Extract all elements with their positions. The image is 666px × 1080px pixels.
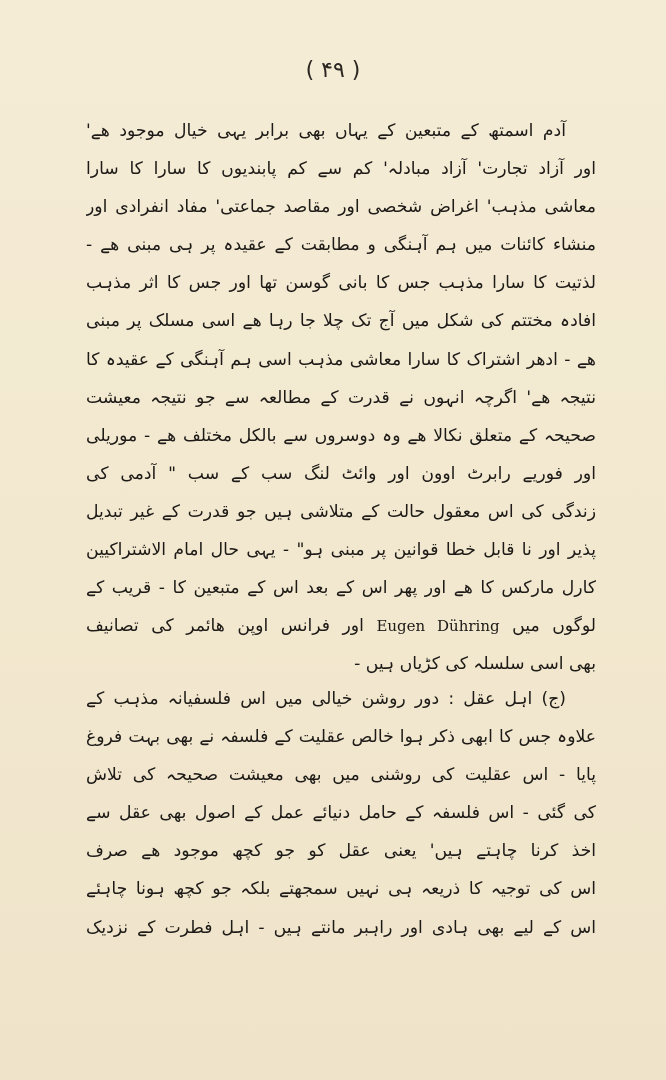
text-line: (ج) اہل عقل : دور روشن خیالی میں اس فلسفیانہ مذہب کے — [86, 689, 566, 709]
text-line-mixed — [86, 607, 596, 645]
paragraph-1 — [86, 112, 596, 683]
latin-name: Eugen Dühring — [376, 617, 500, 636]
text-line: آدم اسمتھ کے متبعین کے یہاں بھی برابر یہی خیال موجود ھے' — [86, 121, 566, 141]
text-line: کارل مارکس کا ھے اور پھر اس کے بعد اس کے متبعین کا - قریب کے — [86, 578, 596, 599]
text-line: بھی اسی سلسلہ کی کڑیاں ہیں - — [354, 654, 596, 675]
text-line: اور آزاد تجارت' آزاد مبادلہ' کم سے کم پابندیوں کا سارا کا سارا — [86, 159, 596, 180]
page-number: ( ۴۹ ) — [305, 58, 361, 83]
text-line: پایا - اس عقلیت کی روشنی میں بھی معیشت صحیحہ کی تلاش — [86, 765, 596, 786]
text-line: زندگی کی اس معقول حالت کے متلاشی ہیں جو قدرت کے غیر تبدیل — [86, 501, 596, 522]
text-line: علاوہ جس کا ابھی ذکر ہوا خالص عقلیت کے فلسفہ نے بھی بہت فروغ — [86, 727, 596, 748]
text-line: اس کی توجیہ کا ذریعہ ہی نہیں سمجھتے بلکہ جو کچھ ہونا چاہئے — [86, 879, 596, 900]
text-segment: اور فرانس اوپن ھائمر کی تصانیف — [86, 616, 364, 637]
text-line: اخذ کرنا چاہتے ہیں' یعنی عقل کو جو کچھ موجود ھے صرف — [86, 841, 596, 862]
text-line: نتیجہ ھے' اگرچہ انہوں نے قدرت کے مطالعہ سے جو نتیجہ معیشت — [86, 387, 596, 408]
text-line: پذیر اور نا قابل خطا قوانین پر مبنی ہو" - یہی حال امام الاشتراکیین — [86, 540, 596, 561]
text-line: اور فوریے رابرٹ اوون اور وائٹ لنگ سب کے سب " آدمی کی — [86, 463, 596, 484]
paragraph-2 — [86, 680, 596, 947]
text-line: صحیحہ کے متعلق نکالا ھے وہ دوسروں سے بالکل مختلف ھے - موریلی — [86, 425, 596, 446]
text-line: لذتیت کا سارا مذہب جس کا بانی گوسن تھا اور جس کا اثر مذہب — [86, 273, 596, 294]
text-line: ھے - ادھر اشتراک کا سارا معاشی مذہب اسی ہم آہنگی کے عقیدہ کا — [86, 349, 596, 370]
text-line: افادہ مختتم کی شکل میں آج تک چلا جا رہا ھے اسی مسلک پر مبنی — [86, 311, 596, 332]
text-line: منشاء کائنات میں ہم آہنگی و مطابقت کے عقیدہ پر ہی مبنی ھے - — [86, 235, 596, 256]
text-line: معاشی مذہب' اغراض شخصی اور مقاصد جماعتی' مفاد انفرادی اور — [86, 197, 596, 218]
text-segment: لوگوں میں — [512, 616, 596, 637]
text-line: کی گئی - اس فلسفہ کے حامل دنیائے عمل کے اصول بھی عقل سے — [86, 803, 596, 824]
text-line: اس کے لیے بھی ہادی اور راہبر مانتے ہیں - اہل فطرت کے نزدیک — [86, 917, 596, 938]
